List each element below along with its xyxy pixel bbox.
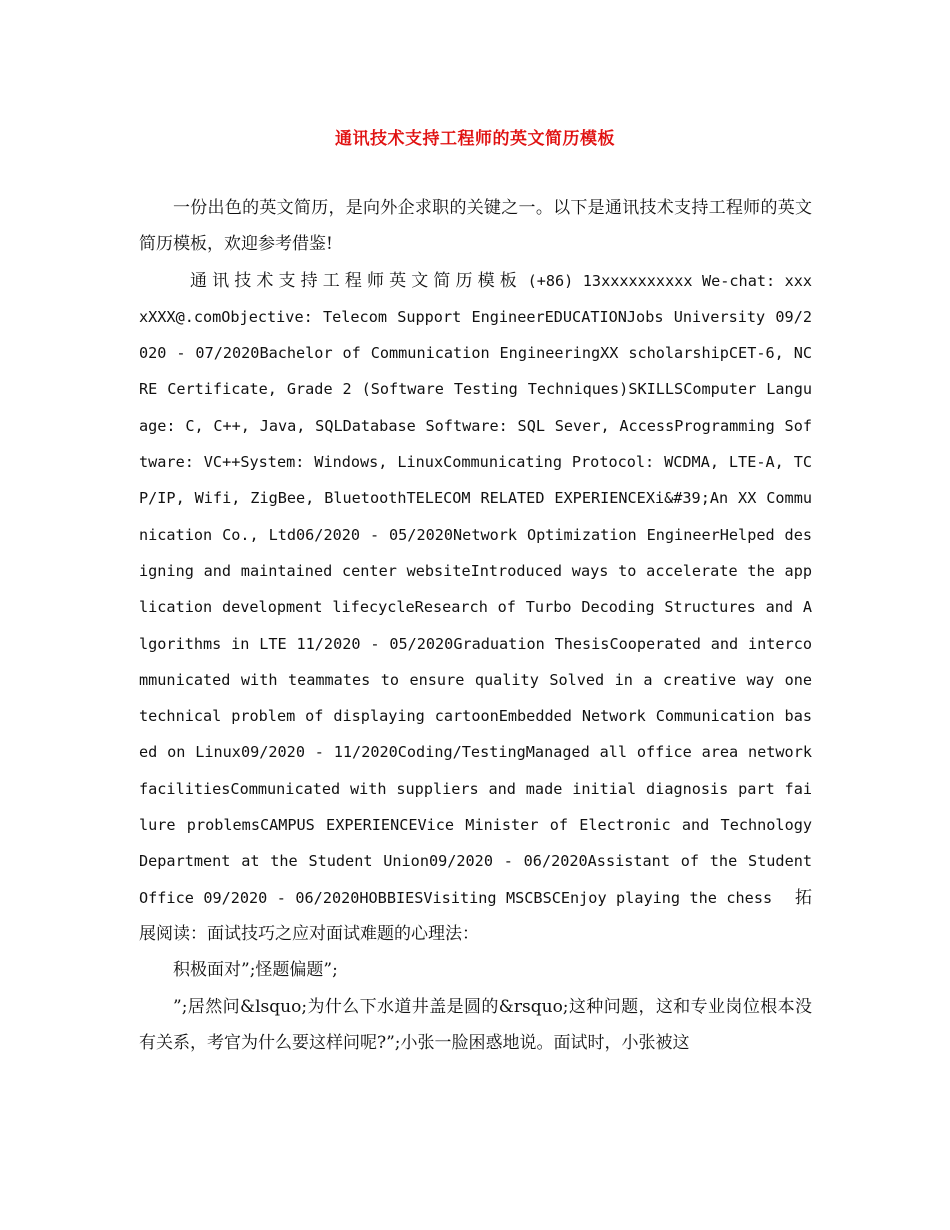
document-title: 通讯技术支持工程师的英文简历模板: [335, 129, 615, 149]
intro-paragraph: 一份出色的英文简历，是向外企求职的关键之一。以下是通讯技术支持工程师的英文简历模板，欢迎参考借鉴!: [139, 198, 812, 255]
resume-heading: 通讯技术支持工程师英文简历模板: [190, 270, 522, 291]
paragraph-2: ”;居然问&lsquo;为什么下水道井盖是圆的&rsquo;这种问题，这和专业岗位根本没有关系，考官为什么要这样问呢?”;小张一脸困惑地说。面试时，小张被这: [139, 996, 812, 1053]
paragraph-1: 积极面对”;怪题偏题”;: [173, 960, 338, 981]
extended-reading-label: 拓展阅读：面试技巧之应对面试难题的心理法：: [139, 887, 812, 944]
resume-paragraph: [139, 263, 812, 953]
resume-body: (+86) 13xxxxxxxxxx We-chat: xxxxXXX@.comObjective: Telecom Support EngineerEDUCATIONJobs University 09/2020 - 07/2020Bachelor of Communication EngineeringXX scholarshipCET-6, NCRE Certificate, Grade 2 (Software Testing Techniques)SKILLSComputer Language: C, C++, Java, SQLDatabase Software: SQL Sever, AccessProgramming Software: VC++System: Windows, LinuxCommunicating Protocol: WCDMA, LTE-A, TCP/IP, Wifi, ZigBee, BluetoothTELECOM RELATED EXPERIENCEXi&#39;An XX Communication Co., Ltd06/2020 - 05/2020Network Optimization EngineerHelped designing and maintained center websiteIntroduced ways to accelerate the application development lifecycleResearch of Turbo Decoding Structures and Algorithms in LTE 11/2020 - 05/2020Graduation ThesisCooperated and intercommunicated with teammates to ensure quality Solved in a creative way one technical problem of displaying cartoonEmbedded Network Communication based on Linux09/2020 - 11/2020Coding/TestingManaged all office area network facilitiesCommunicated with suppliers and made initial diagnosis part failure problemsCAMPUS EXPERIENCEVice Minister of Electronic and Technology Department at the Student Union09/2020 - 06/2020Assistant of the Student Office 09/2020 - 06/2020HOBBIESVisiting MSCBSCEnjoy playing the chess: [139, 271, 813, 907]
document-body: [139, 190, 812, 1061]
